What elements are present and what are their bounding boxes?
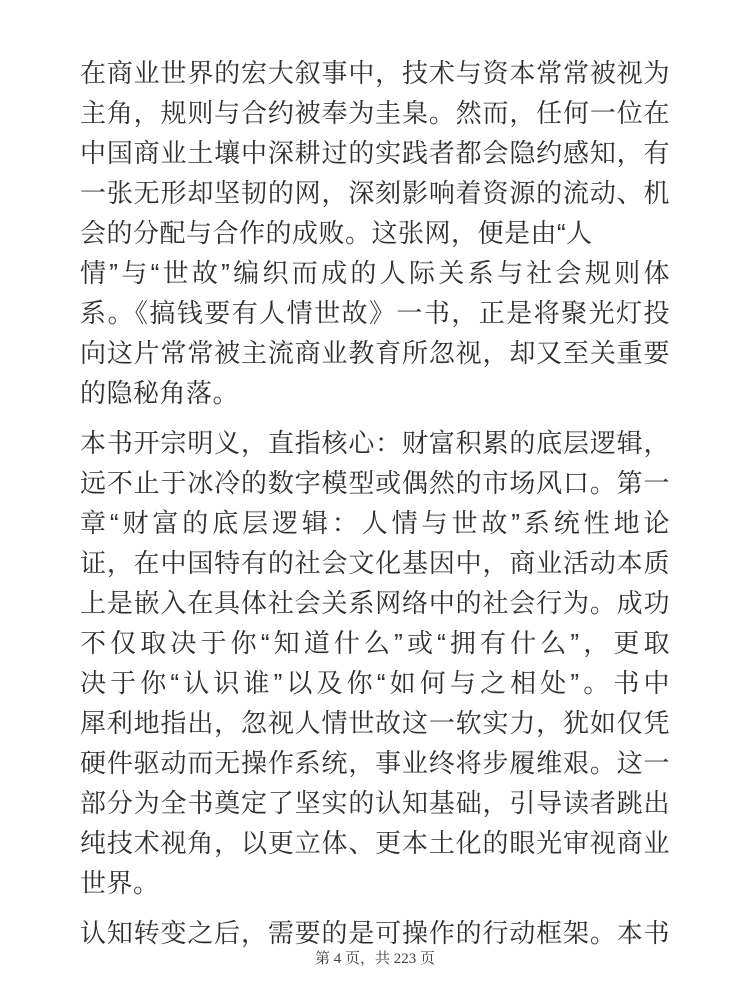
text-line: 世界。 xyxy=(80,868,160,898)
text-line: 证，在中国特有的社会文化基因中，商业活动本质 xyxy=(80,548,670,578)
text-line: 向这片常常被主流商业教育所忽视，却又至关重要 xyxy=(80,338,670,368)
text-line: 在商业世界的宏大叙事中，技术与资本常常被视为 xyxy=(80,58,670,88)
text-line: 不仅取决于你“知道什么”或“拥有什么”，更取 xyxy=(80,628,670,658)
text-line: 情”与“世故”编织而成的人际关系与社会规则体 xyxy=(80,258,670,288)
text-line: 纯技术视角，以更立体、更本土化的眼光审视商业 xyxy=(80,828,670,858)
paragraph xyxy=(80,53,670,413)
text-line: 的隐秘角落。 xyxy=(80,378,240,408)
text-line: 一张无形却坚韧的网，深刻影响着资源的流动、机 xyxy=(80,178,670,208)
text-line: 远不止于冰冷的数字模型或偶然的市场风口。第一 xyxy=(80,468,670,498)
text-line: 决于你“认识谁”以及你“如何与之相处”。书中 xyxy=(80,668,670,698)
text-line: 硬件驱动而无操作系统，事业终将步履维艰。这一 xyxy=(80,748,670,778)
text-line: 章“财富的底层逻辑：人情与世故”系统性地论 xyxy=(80,508,670,538)
text-line: 中国商业土壤中深耕过的实践者都会隐约感知，有 xyxy=(80,138,670,168)
text-line: 系。《搞钱要有人情世故》一书，正是将聚光灯投 xyxy=(80,298,670,328)
text-line: 主角，规则与合约被奉为圭臬。然而，任何一位在 xyxy=(80,98,670,128)
text-line: 会的分配与合作的成败。这张网，便是由“人 xyxy=(80,218,593,248)
text-line: 认知转变之后，需要的是可操作的行动框架。本书 xyxy=(80,918,670,948)
text-line: 上是嵌入在具体社会关系网络中的社会行为。成功 xyxy=(80,588,670,618)
paragraph xyxy=(80,913,670,953)
paragraph xyxy=(80,423,670,903)
page-number-indicator: 第 4 页，共 223 页 xyxy=(314,951,435,967)
text-line: 本书开宗明义，直指核心：财富积累的底层逻辑， xyxy=(80,428,670,458)
page-footer xyxy=(0,948,750,970)
page-text-content xyxy=(80,53,670,963)
text-line: 部分为全书奠定了坚实的认知基础，引导读者跳出 xyxy=(80,788,670,818)
text-line: 犀利地指出，忽视人情世故这一软实力，犹如仅凭 xyxy=(80,708,670,738)
